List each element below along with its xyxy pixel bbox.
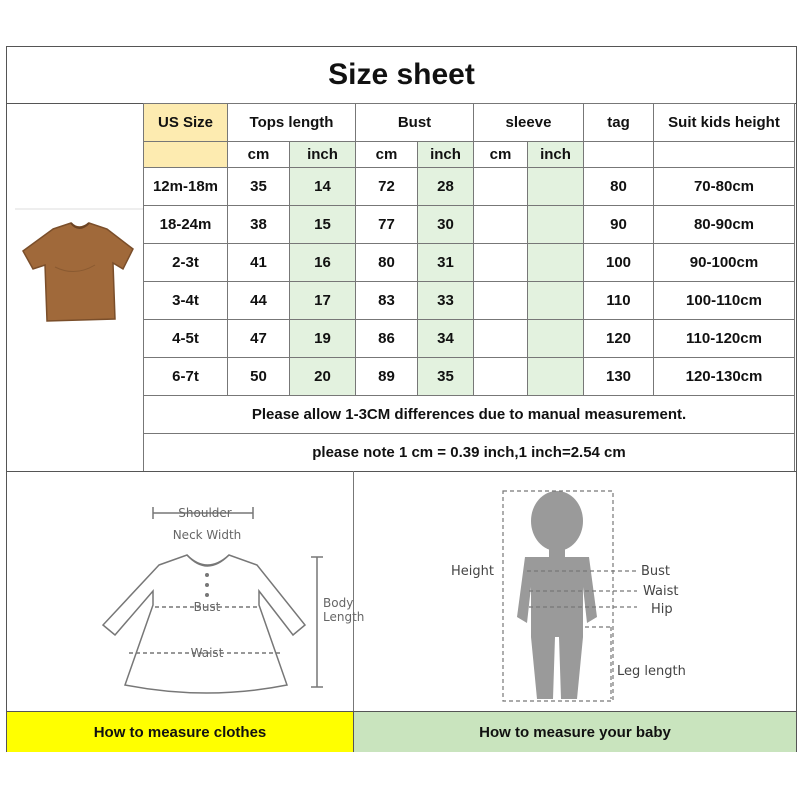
size-sheet (6, 46, 797, 752)
note-tolerance: Please allow 1-3CM differences due to manual measurement. (144, 396, 795, 434)
sleeve-cm-cell (474, 168, 528, 206)
tag-cell: 100 (584, 244, 654, 282)
body-length-label-1: Body (323, 596, 354, 610)
size-cell: 12m-18m (144, 168, 228, 206)
height-label: Height (451, 564, 494, 579)
tops-cm-cell: 38 (228, 206, 290, 244)
sleeve-cm-cell (474, 320, 528, 358)
bust-inch-cell: 33 (418, 282, 474, 320)
hip-label: Hip (651, 602, 673, 617)
sleeve-inch-cell (528, 206, 584, 244)
sleeve-inch-cell (528, 168, 584, 206)
waist-label: Waist (190, 646, 224, 660)
table-row (144, 320, 795, 358)
height-cell: 100-110cm (654, 282, 795, 320)
tag-cell: 80 (584, 168, 654, 206)
size-cell: 3-4t (144, 282, 228, 320)
tops-cm-cell: 50 (228, 358, 290, 396)
unit-inch: inch (528, 142, 584, 168)
sleeve-inch-cell (528, 244, 584, 282)
size-table (143, 103, 795, 472)
bust-label: Bust (641, 564, 671, 579)
header-tops-length: Tops length (228, 104, 356, 142)
height-cell: 80-90cm (654, 206, 795, 244)
shoulder-label: Shoulder (178, 506, 232, 520)
size-cell: 6-7t (144, 358, 228, 396)
tshirt-photo (15, 207, 143, 337)
how-to-measure-clothes-label: How to measure clothes (7, 712, 354, 752)
header-blank (144, 142, 228, 168)
tops-cm-cell: 35 (228, 168, 290, 206)
sleeve-cm-cell (474, 282, 528, 320)
sleeve-cm-cell (474, 244, 528, 282)
size-cell: 2-3t (144, 244, 228, 282)
bust-cm-cell: 80 (356, 244, 418, 282)
size-cell: 4-5t (144, 320, 228, 358)
table-row (144, 358, 795, 396)
header-height: Suit kids height (654, 104, 795, 142)
bust-cm-cell: 83 (356, 282, 418, 320)
bust-cm-cell: 77 (356, 206, 418, 244)
height-cell: 90-100cm (654, 244, 795, 282)
tag-cell: 110 (584, 282, 654, 320)
sleeve-inch-cell (528, 282, 584, 320)
tops-cm-cell: 44 (228, 282, 290, 320)
tag-cell: 130 (584, 358, 654, 396)
waist-label: Waist (643, 584, 679, 599)
header-tag: tag (584, 104, 654, 142)
size-cell: 18-24m (144, 206, 228, 244)
bust-cm-cell: 89 (356, 358, 418, 396)
table-row (144, 282, 795, 320)
table-row (144, 206, 795, 244)
unit-cm: cm (474, 142, 528, 168)
footer-bar (7, 711, 796, 752)
how-to-measure-baby-label: How to measure your baby (354, 712, 796, 752)
bust-inch-cell: 30 (418, 206, 474, 244)
bust-inch-cell: 35 (418, 358, 474, 396)
tops-inch-cell: 15 (290, 206, 356, 244)
bust-cm-cell: 86 (356, 320, 418, 358)
tops-inch-cell: 20 (290, 358, 356, 396)
page-title: Size sheet (7, 47, 796, 104)
neck-width-label: Neck Width (172, 528, 242, 542)
tops-inch-cell: 14 (290, 168, 356, 206)
header-sleeve: sleeve (474, 104, 584, 142)
height-cell: 70-80cm (654, 168, 795, 206)
table-row (144, 168, 795, 206)
bust-cm-cell: 72 (356, 168, 418, 206)
table-row (144, 244, 795, 282)
unit-blank (654, 142, 795, 168)
unit-blank (584, 142, 654, 168)
bust-inch-cell: 31 (418, 244, 474, 282)
header-bust: Bust (356, 104, 474, 142)
header-us-size: US Size (144, 104, 228, 142)
baby-diagram (437, 487, 737, 709)
tops-cm-cell: 47 (228, 320, 290, 358)
bust-inch-cell: 34 (418, 320, 474, 358)
tag-cell: 90 (584, 206, 654, 244)
height-cell: 110-120cm (654, 320, 795, 358)
tops-cm-cell: 41 (228, 244, 290, 282)
tops-inch-cell: 19 (290, 320, 356, 358)
height-cell: 120-130cm (654, 358, 795, 396)
unit-inch: inch (418, 142, 474, 168)
sleeve-cm-cell (474, 206, 528, 244)
unit-inch: inch (290, 142, 356, 168)
leg-length-label: Leg length (617, 664, 686, 679)
bust-label: Bust (193, 600, 221, 614)
sleeve-inch-cell (528, 320, 584, 358)
sleeve-cm-cell (474, 358, 528, 396)
clothes-diagram (87, 495, 365, 705)
note-conversion: please note 1 cm = 0.39 inch,1 inch=2.54 cm (144, 434, 795, 472)
tops-inch-cell: 16 (290, 244, 356, 282)
tops-inch-cell: 17 (290, 282, 356, 320)
body-length-label-2: Length (323, 610, 365, 624)
unit-cm: cm (228, 142, 290, 168)
unit-cm: cm (356, 142, 418, 168)
tag-cell: 120 (584, 320, 654, 358)
bust-inch-cell: 28 (418, 168, 474, 206)
sleeve-inch-cell (528, 358, 584, 396)
